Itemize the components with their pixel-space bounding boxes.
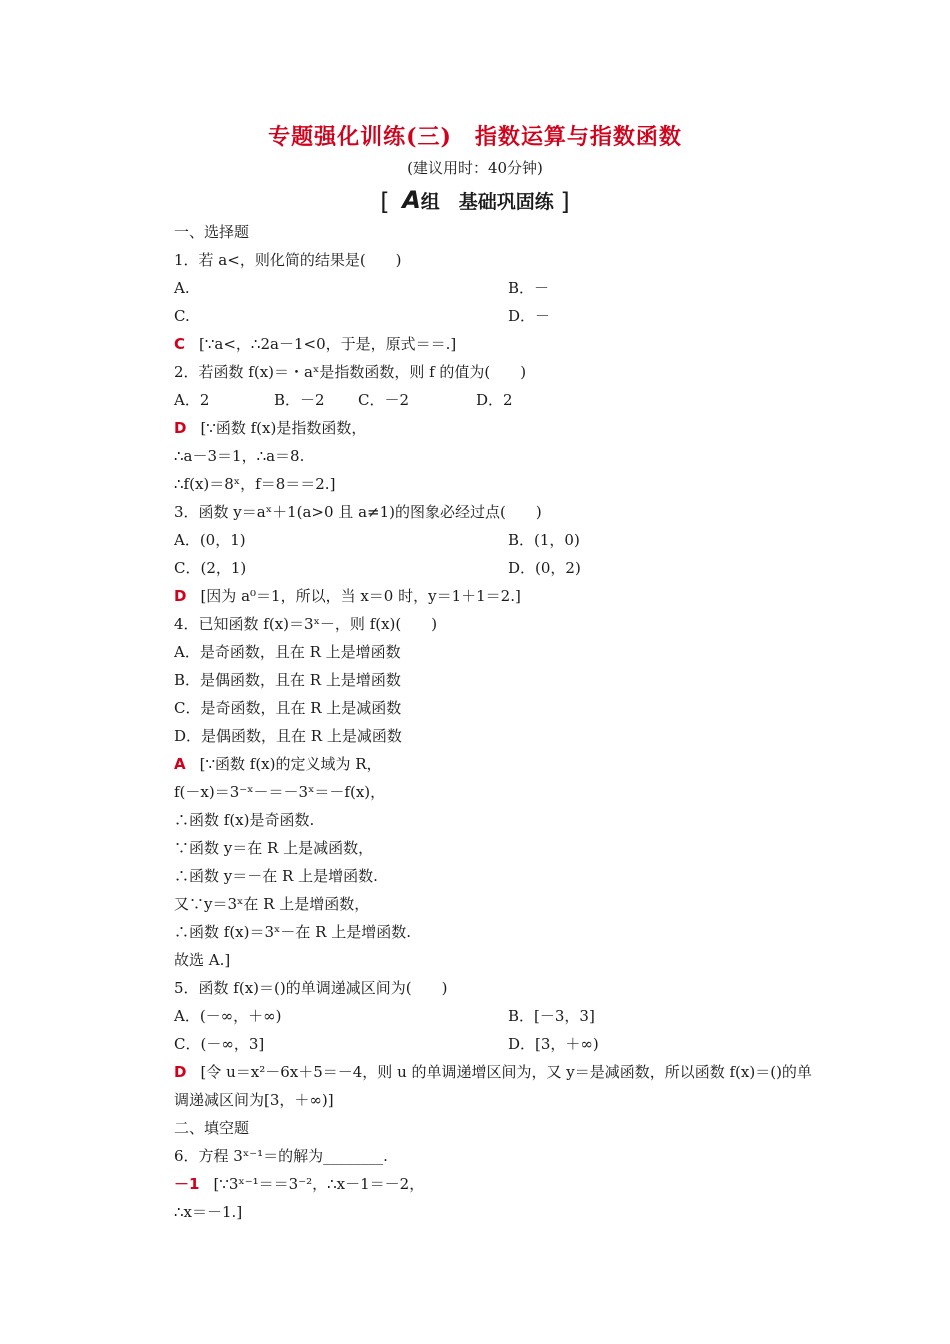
- option-d: D．2: [476, 391, 513, 409]
- page-title: 专题强化训练(三) 指数运算与指数函数: [268, 124, 682, 150]
- question-stem: 6．方程 3ˣ⁻¹＝的解为________.: [174, 1147, 388, 1165]
- answer-letter: A: [174, 755, 186, 773]
- option-row: [174, 302, 824, 330]
- option-b: B．[－3，3]: [508, 1007, 595, 1025]
- solution-text: [∵函数 f(x)是指数函数，: [200, 419, 367, 437]
- question-stem: 2．若函数 f(x)＝・aˣ是指数函数，则 f 的值为( ): [174, 363, 527, 381]
- suggested-time: (建议用时：40分钟): [407, 159, 543, 177]
- option-c: C．是奇函数，且在 R 上是减函数: [174, 699, 402, 717]
- solution-line: ∴f(x)＝8ˣ，f＝8＝＝2.]: [174, 475, 336, 493]
- solution-line: ∴a－3＝1，∴a＝8.: [174, 447, 305, 465]
- section-heading: 一、选择题: [174, 223, 250, 241]
- option-a: A.: [174, 279, 190, 297]
- solution-line: ∴函数 y＝－在 R 上是增函数.: [174, 867, 378, 885]
- option-d: D．[3，＋∞): [508, 1035, 599, 1053]
- solution-line: [174, 1058, 824, 1114]
- solution-line: ∴函数 f(x)＝3ˣ－在 R 上是增函数.: [174, 923, 411, 941]
- option-b: B．是偶函数，且在 R 上是增函数: [174, 671, 401, 689]
- answer-value: －1: [174, 1175, 200, 1193]
- solution-text: [令 u＝x²－6x＋5＝－4，则 u 的单调递增区间为，又 y＝是减函数，所以函数 f(x)＝()的单调递减区间为[3，＋∞)]: [174, 1063, 812, 1109]
- option-c: C．(－∞，3]: [174, 1035, 265, 1053]
- solution-line: [174, 414, 824, 442]
- option-c: C．－2: [358, 391, 410, 409]
- option-row: [174, 274, 824, 302]
- option-d: D．(0，2): [508, 559, 581, 577]
- answer-letter: C: [174, 335, 186, 353]
- solution-line: 故选 A.]: [174, 951, 231, 969]
- bracket-open: [: [380, 188, 390, 216]
- answer-letter: D: [174, 1063, 187, 1081]
- solution-line: [174, 582, 824, 610]
- answer-letter: D: [174, 587, 187, 605]
- option-row: [174, 1002, 824, 1030]
- option-row: [174, 1030, 824, 1058]
- bracket-close: ]: [560, 188, 570, 216]
- solution-line: 又∵y＝3ˣ在 R 上是增函数，: [174, 895, 370, 913]
- option-row: [174, 526, 824, 554]
- option-b: B．－: [508, 279, 550, 297]
- question-stem: 1．若 a<，则化简的结果是( ): [174, 251, 402, 269]
- solution-line: ∵函数 y＝在 R 上是减函数，: [174, 839, 374, 857]
- solution-line: [174, 330, 824, 358]
- solution-line: [174, 1170, 824, 1198]
- solution-text: [因为 a⁰＝1，所以，当 x＝0 时，y＝1＋1＝2.]: [200, 587, 521, 605]
- option-b: B．－2: [274, 391, 325, 409]
- group-label: 组 基础巩固练: [420, 191, 554, 213]
- solution-text: [∵3ˣ⁻¹＝＝3⁻²，∴x－1＝－2，: [213, 1175, 425, 1193]
- solution-line: [174, 750, 824, 778]
- solution-text: [∵a<，∴2a－1<0，于是，原式＝＝.]: [199, 335, 457, 353]
- option-row: [174, 386, 824, 414]
- group-letter: A: [402, 186, 421, 214]
- option-a: A．(－∞，＋∞): [174, 1007, 282, 1025]
- solution-line: ∴函数 f(x)是奇函数.: [174, 811, 315, 829]
- option-a: A．(0，1): [174, 531, 246, 549]
- option-d: D．－: [508, 307, 551, 325]
- option-a: A．2: [174, 391, 210, 409]
- solution-line: f(－x)＝3⁻ˣ－＝－3ˣ＝－f(x)，: [174, 783, 386, 801]
- solution-text: [∵函数 f(x)的定义域为 R，: [199, 755, 382, 773]
- option-b: B．(1，0): [508, 531, 580, 549]
- option-a: A．是奇函数，且在 R 上是增函数: [174, 643, 401, 661]
- solution-line: ∴x＝－1.]: [174, 1203, 243, 1221]
- question-stem: 4．已知函数 f(x)＝3ˣ－，则 f(x)( ): [174, 615, 438, 633]
- group-heading: [0, 186, 950, 216]
- question-stem: 3．函数 y＝aˣ＋1(a>0 且 a≠1)的图象必经过点( ): [174, 503, 542, 521]
- section-heading: 二、填空题: [174, 1119, 250, 1137]
- option-row: [174, 554, 824, 582]
- exercise-content: [174, 218, 824, 1226]
- question-stem: 5．函数 f(x)＝()的单调递减区间为( ): [174, 979, 448, 997]
- option-d: D．是偶函数，且在 R 上是减函数: [174, 727, 402, 745]
- option-c: C.: [174, 307, 190, 325]
- answer-letter: D: [174, 419, 187, 437]
- option-c: C．(2，1): [174, 559, 247, 577]
